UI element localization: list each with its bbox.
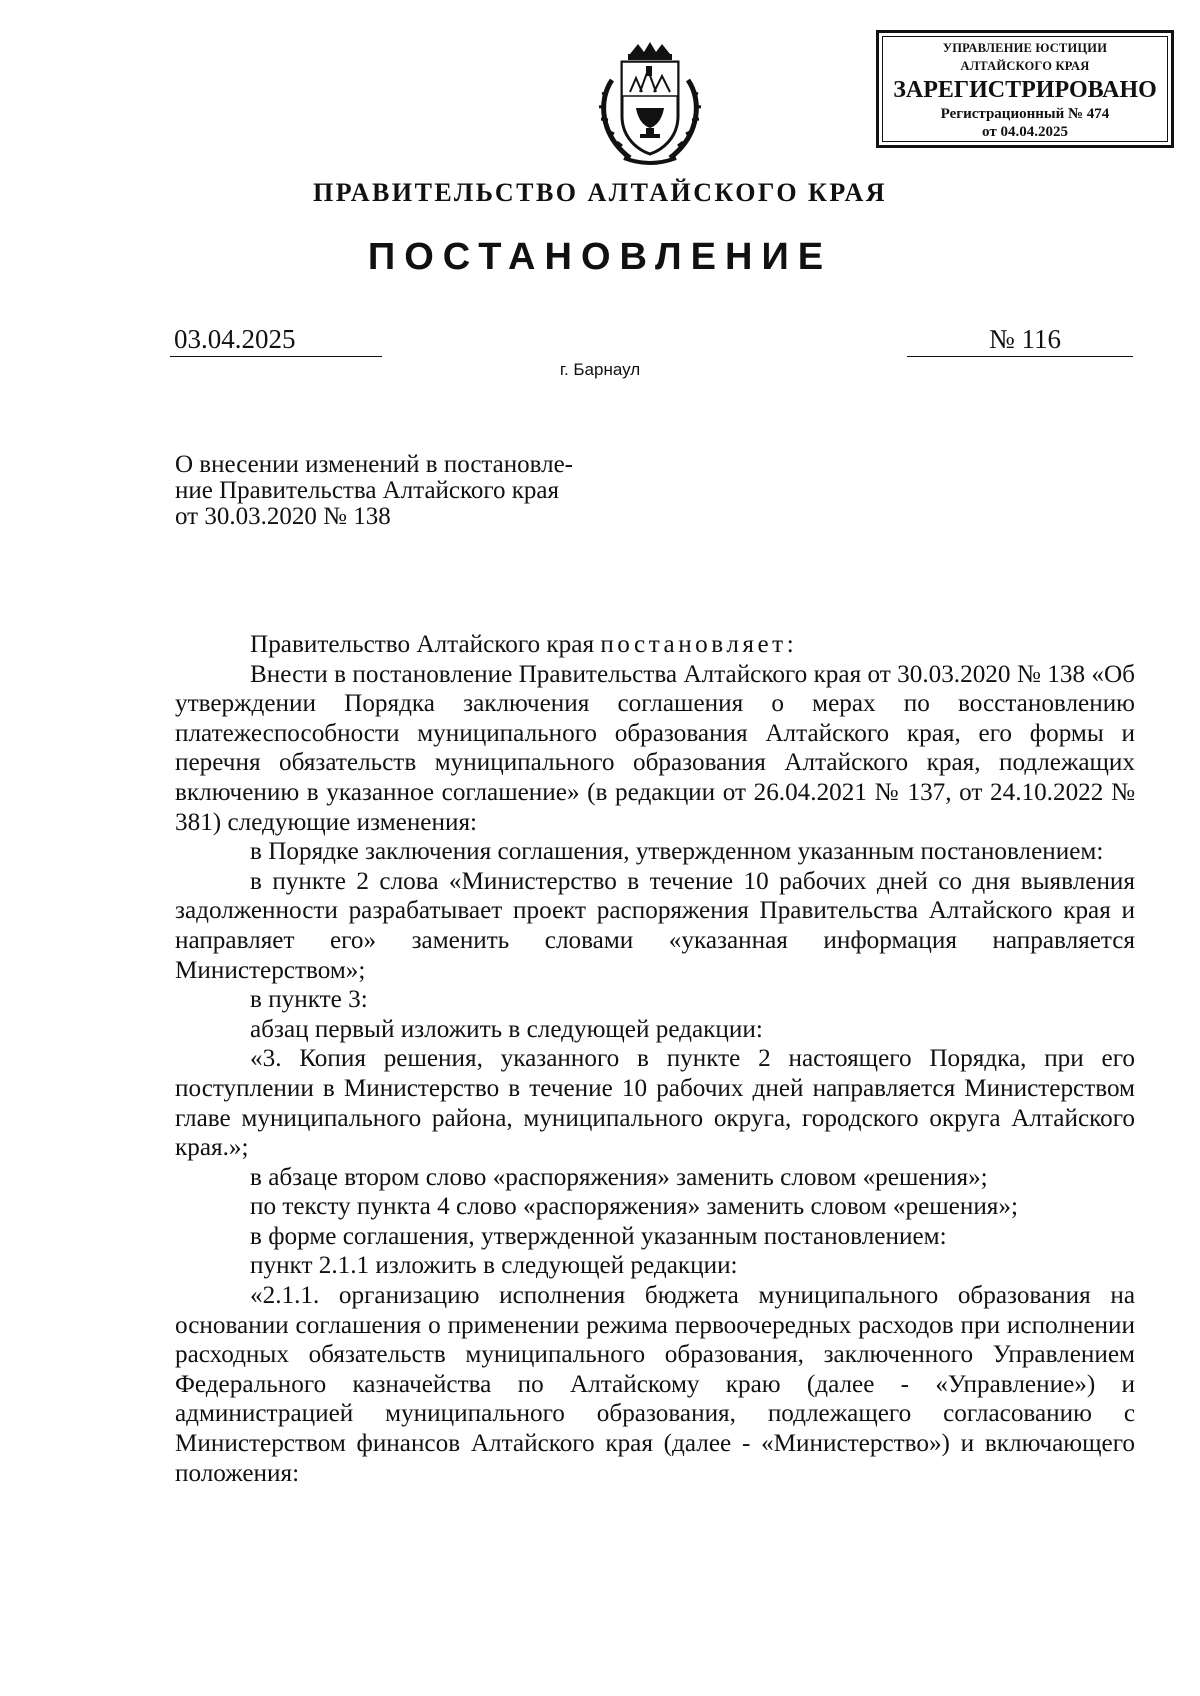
- document-number-text: № 116: [989, 324, 1062, 354]
- subject-line-3: от 30.03.2020 № 138: [175, 503, 391, 530]
- body-paragraph: в абзаце втором слово «распоряжения» заменить словом «решения»;: [250, 1163, 988, 1191]
- stamp-reg-number: Регистрационный № 474: [940, 106, 1110, 122]
- document-subject: [175, 452, 645, 530]
- body-paragraph: в форме соглашения, утвержденной указанным постановлением:: [250, 1222, 947, 1250]
- stamp-title: ЗАРЕГИСТРИРОВАНО: [893, 77, 1157, 103]
- document-body: [175, 630, 1135, 1488]
- body-lead-paragraph: [175, 630, 1135, 660]
- document-city: г. Барнаул: [559, 360, 641, 379]
- subject-line-2: ние Правительства Алтайского края: [175, 477, 560, 504]
- lead-spaced-word: постановляет: [600, 631, 787, 658]
- document-number: [907, 322, 1133, 357]
- coat-of-arms-emblem: [590, 40, 710, 170]
- lead-prefix: Правительство Алтайского края: [250, 631, 601, 658]
- stamp-org-line2: АЛТАЙСКОГО КРАЯ: [960, 59, 1090, 73]
- stamp-org-line1: УПРАВЛЕНИЕ ЮСТИЦИИ: [942, 41, 1108, 55]
- document-type-heading: ПОСТАНОВЛЕНИЕ: [367, 236, 833, 278]
- body-paragraph: абзац первый изложить в следующей редакции:: [250, 1015, 763, 1043]
- body-paragraph: «2.1.1. организацию исполнения бюджета муниципального образования на основании соглашения о применении режима первоочередных расходов при исполнении расходных обязательств муниципального образования, заключенного Управлением Федерального казначейства по Алтайскому краю (далее - «Управление») и администрацией муниципального образования, подлежащего согласованию с Министерством финансов Алтайского края (далее - «Министерство») и включающего положения:: [175, 1282, 1135, 1487]
- document-date: 03.04.2025: [170, 322, 382, 357]
- government-heading: ПРАВИТЕЛЬСТВО АЛТАЙСКОГО КРАЯ: [312, 178, 888, 207]
- subject-line-1: О внесении изменений в постановле-: [175, 451, 573, 478]
- stamp-reg-date: от 04.04.2025: [982, 124, 1068, 140]
- body-paragraph: по тексту пункта 4 слово «распоряжения» заменить словом «решения»;: [250, 1193, 1018, 1221]
- registration-stamp: [876, 30, 1174, 148]
- body-paragraph: «3. Копия решения, указанного в пункте 2 настоящего Порядка, при его поступлении в Министерство в течение 10 рабочих дней направляется Министерством главе муниципального района, муниципального округа, городского округа Алтайского края.»;: [175, 1045, 1135, 1162]
- body-paragraph: Внести в постановление Правительства Алтайского края от 30.03.2020 № 138 «Об утверждении Порядка заключения соглашения о мерах по восстановлению платежеспособности муниципального образования Алтайского края, его формы и перечня обязательств муниципального образования Алтайского края, подлежащих включению в указанное соглашение» (в редакции от 26.04.2021 № 137, от 24.10.2022 № 381) следующие изменения:: [175, 660, 1135, 836]
- body-paragraph: в пункте 3:: [250, 986, 368, 1014]
- body-paragraph: в Порядке заключения соглашения, утвержденном указанным постановлением:: [250, 838, 1104, 866]
- body-paragraph: в пункте 2 слова «Министерство в течение 10 рабочих дней со дня выявления задолженности разрабатывает проект распоряжения Правительства Алтайского края и направляет его» заменить словами «указанная информация направляется Министерством»;: [175, 867, 1135, 984]
- lead-suffix: :: [786, 631, 794, 658]
- body-paragraph: пункт 2.1.1 изложить в следующей редакции:: [250, 1252, 738, 1280]
